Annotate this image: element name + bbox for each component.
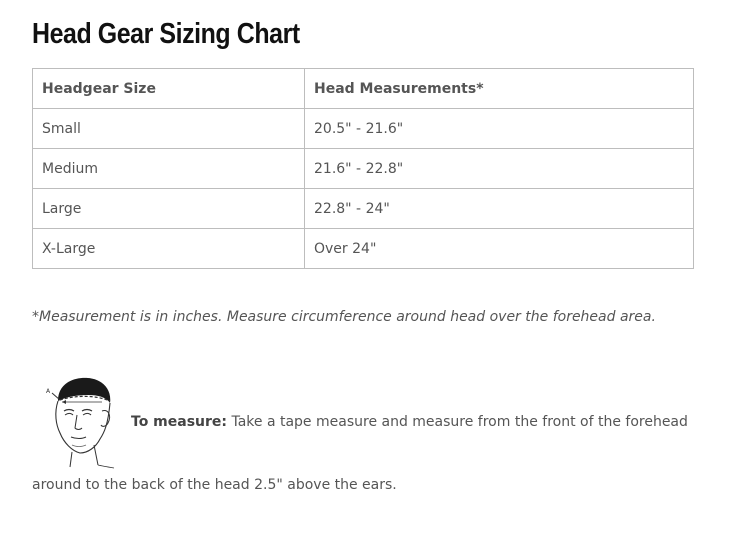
table-row [33, 149, 694, 189]
measurement-cell: 22.8" - 24" [305, 189, 694, 229]
table-row [33, 189, 694, 229]
measure-instructions-line2: around to the back of the head 2.5" above the ears. [32, 477, 397, 493]
measure-label: To measure: [131, 414, 228, 430]
measurement-cell: Over 24" [305, 229, 694, 269]
size-cell: Large [33, 189, 305, 229]
illustration-label: A [46, 388, 51, 395]
size-cell: Medium [33, 149, 305, 189]
measurement-note: *Measurement is in inches. Measure circumference around head over the forehead area. [32, 309, 656, 325]
column-header-size: Headgear Size [33, 69, 305, 109]
measurement-cell: 20.5" - 21.6" [305, 109, 694, 149]
column-header-measurement: Head Measurements* [305, 69, 694, 109]
table-row [33, 229, 694, 269]
page-title: Head Gear Sizing Chart [32, 18, 300, 50]
head-measure-illustration-icon [42, 373, 122, 469]
size-cell: Small [33, 109, 305, 149]
sizing-table [32, 68, 694, 269]
table-row [33, 109, 694, 149]
measurement-cell: 21.6" - 22.8" [305, 149, 694, 189]
size-cell: X-Large [33, 229, 305, 269]
table-header-row [33, 69, 694, 109]
measure-text-line1: Take a tape measure and measure from the front of the forehead [227, 414, 688, 430]
measure-instructions-line1 [131, 414, 688, 430]
